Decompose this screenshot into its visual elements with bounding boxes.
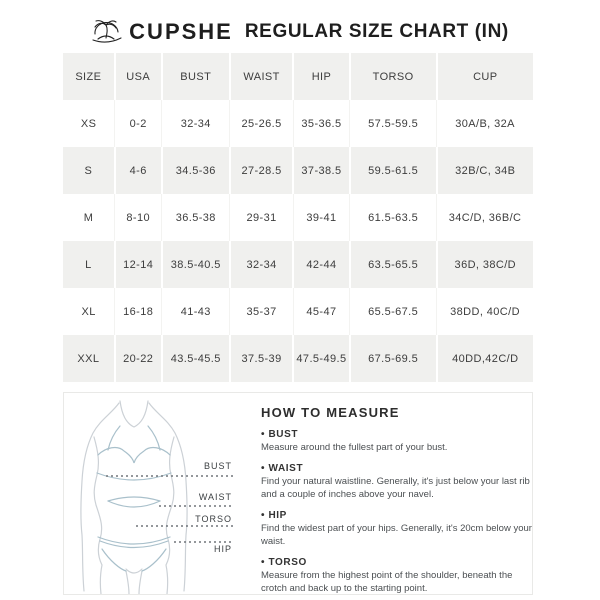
cell-usa: 12-14 — [115, 241, 162, 288]
table-row-xl — [63, 288, 533, 335]
brand-header — [0, 16, 600, 48]
cell-torso: 61.5-63.5 — [350, 194, 437, 241]
column-header-usa: USA — [115, 53, 162, 100]
cell-hip: 45-47 — [293, 288, 349, 335]
column-header-waist: WAIST — [230, 53, 293, 100]
cell-waist: 32-34 — [230, 241, 293, 288]
page-title: REGULAR SIZE CHART (IN) — [244, 21, 509, 42]
cell-hip: 35-36.5 — [293, 100, 349, 147]
cell-hip: 37-38.5 — [293, 147, 349, 194]
column-header-size: SIZE — [75, 70, 102, 83]
measure-guide-box — [63, 392, 533, 595]
measure-item-description: Find your natural waistline. Generally, it's just below your last rib and a couple of inches above your navel. — [261, 476, 530, 500]
cell-hip: 42-44 — [293, 241, 349, 288]
measure-item-description: Find the widest part of your hips. Generally, it's 20cm below your waist. — [261, 523, 532, 547]
cell-size: L — [85, 258, 92, 271]
cell-torso: 57.5-59.5 — [350, 100, 437, 147]
cell-waist: 27-28.5 — [230, 147, 293, 194]
brand-name: CUPSHE — [129, 19, 233, 44]
how-to-measure-section — [261, 405, 536, 595]
figure-label-waist: WAIST — [198, 492, 232, 502]
column-header-bust: BUST — [162, 53, 230, 100]
cell-bust: 38.5-40.5 — [162, 241, 230, 288]
brand-logo — [91, 18, 233, 46]
table-header-row — [63, 53, 533, 100]
measure-item-bust — [261, 429, 536, 454]
measure-item-label: • TORSO — [261, 557, 536, 568]
cell-bust: 43.5-45.5 — [162, 335, 230, 382]
cell-torso: 67.5-69.5 — [350, 335, 437, 382]
measure-item-hip — [261, 510, 536, 548]
column-header-torso: TORSO — [350, 53, 437, 100]
cell-usa: 4-6 — [115, 147, 162, 194]
cell-bust: 36.5-38 — [162, 194, 230, 241]
cell-bust: 34.5-36 — [162, 147, 230, 194]
table-row-m — [63, 194, 533, 241]
cell-bust: 32-34 — [162, 100, 230, 147]
table-row-xxl — [63, 335, 533, 382]
measure-item-waist — [261, 463, 536, 501]
measure-item-description: Measure around the fullest part of your bust. — [261, 442, 448, 453]
cell-cup: 30A/B, 32A — [437, 100, 533, 147]
cell-size: M — [83, 211, 94, 224]
cell-size: XS — [80, 117, 97, 130]
palm-tree-island-icon — [91, 18, 123, 46]
cell-waist: 35-37 — [230, 288, 293, 335]
how-to-measure-title: HOW TO MEASURE — [261, 405, 400, 420]
cell-cup: 36D, 38C/D — [437, 241, 533, 288]
measure-item-label: • WAIST — [261, 463, 536, 474]
cell-cup: 40DD,42C/D — [437, 335, 533, 382]
column-header-cup: CUP — [437, 53, 533, 100]
cell-cup: 38DD, 40C/D — [437, 288, 533, 335]
cell-torso: 65.5-67.5 — [350, 288, 437, 335]
cell-waist: 29-31 — [230, 194, 293, 241]
cell-torso: 59.5-61.5 — [350, 147, 437, 194]
cell-size: XL — [81, 305, 96, 318]
size-table — [63, 53, 533, 382]
table-row-s — [63, 147, 533, 194]
cell-usa: 8-10 — [115, 194, 162, 241]
cell-usa: 16-18 — [115, 288, 162, 335]
cell-usa: 20-22 — [115, 335, 162, 382]
figure-label-torso: TORSO — [195, 514, 232, 524]
measure-item-label: • BUST — [261, 429, 536, 440]
cell-usa: 0-2 — [115, 100, 162, 147]
cell-waist: 25-26.5 — [230, 100, 293, 147]
cell-waist: 37.5-39 — [230, 335, 293, 382]
measure-item-torso — [261, 557, 536, 595]
cell-size: S — [84, 164, 93, 177]
size-table-wrap — [63, 53, 533, 382]
figure-label-hip: HIP — [213, 544, 232, 554]
measure-item-description: Measure from the highest point of the shoulder, beneath the crotch and back up to the starting point. — [261, 570, 513, 594]
cell-cup: 34C/D, 36B/C — [437, 194, 533, 241]
cell-torso: 63.5-65.5 — [350, 241, 437, 288]
table-row-l — [63, 241, 533, 288]
figure-label-bust: BUST — [203, 461, 232, 471]
cell-hip: 47.5-49.5 — [293, 335, 349, 382]
cell-size: XXL — [77, 352, 100, 365]
cell-hip: 39-41 — [293, 194, 349, 241]
measure-item-label: • HIP — [261, 510, 536, 521]
column-header-hip: HIP — [293, 53, 349, 100]
cell-cup: 32B/C, 34B — [437, 147, 533, 194]
cell-bust: 41-43 — [162, 288, 230, 335]
table-row-xs — [63, 100, 533, 147]
